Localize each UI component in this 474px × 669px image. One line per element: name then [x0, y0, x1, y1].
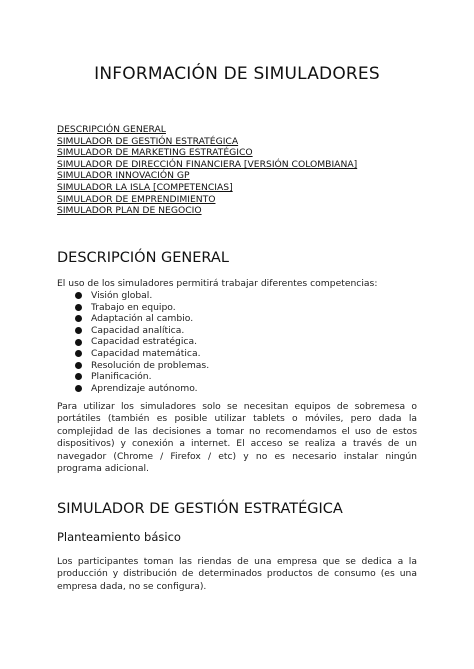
document-title: INFORMACIÓN DE SIMULADORES: [94, 64, 380, 84]
section-heading-descripcion-general: DESCRIPCIÓN GENERAL: [57, 250, 229, 266]
table-of-contents: [57, 124, 357, 217]
requirements-paragraph: Para utilizar los simuladores solo se necesitan equipos de sobremesa o portátiles (también es posible utilizar tablets o móviles, pero dada la complejidad de las decisiones a tomar no recomendamos el uso de estos dispositivos) y conexión a internet. El acceso se realiza a través de un navegador (Chrome / Firefox / etc) y no es necesario instalar ningún programa adicional.: [57, 401, 417, 475]
bullet-icon: [75, 350, 82, 357]
list-item: Adaptación al cambio.: [75, 313, 209, 325]
toc-link-plan-de-negocio[interactable]: SIMULADOR PLAN DE NEGOCIO: [57, 205, 202, 217]
list-item: Capacidad matemática.: [75, 348, 209, 360]
bullet-icon: [75, 327, 82, 334]
toc-link-la-isla[interactable]: SIMULADOR LA ISLA [COMPETENCIAS]: [57, 181, 233, 193]
bullet-icon: [75, 385, 82, 392]
bullet-icon: [75, 315, 82, 322]
planteamiento-paragraph: Los participantes toman las riendas de una empresa que se dedica a la producción y distribución de determinados productos de consumo (es una empresa dada, no se configura).: [57, 556, 417, 592]
list-item: Capacidad analítica.: [75, 325, 209, 337]
toc-link-gestion-estrategica[interactable]: SIMULADOR DE GESTIÓN ESTRATÉGICA: [57, 135, 239, 147]
list-item: Capacidad estratégica.: [75, 336, 209, 348]
bullet-icon: [75, 339, 82, 346]
list-item: Visión global.: [75, 290, 209, 302]
toc-link-emprendimiento[interactable]: SIMULADOR DE EMPRENDIMIENTO: [57, 193, 216, 205]
subheading-planteamiento-basico: Planteamiento básico: [57, 530, 181, 544]
competencias-list: [75, 290, 209, 394]
list-item: Resolución de problemas.: [75, 360, 209, 372]
list-item: Trabajo en equipo.: [75, 302, 209, 314]
bullet-icon: [75, 304, 82, 311]
toc-link-descripcion-general[interactable]: DESCRIPCIÓN GENERAL: [57, 124, 166, 135]
bullet-icon: [75, 292, 82, 299]
list-item: Planificación.: [75, 371, 209, 383]
competencias-intro: El uso de los simuladores permitirá trabajar diferentes competencias:: [57, 278, 378, 289]
bullet-icon: [75, 373, 82, 380]
toc-link-direccion-financiera[interactable]: SIMULADOR DE DIRECCIÓN FINANCIERA [VERSIÓN COLOMBIANA]: [57, 158, 358, 170]
bullet-icon: [75, 362, 82, 369]
list-item: Aprendizaje autónomo.: [75, 383, 209, 395]
toc-link-marketing-estrategico[interactable]: SIMULADOR DE MARKETING ESTRATÉGICO: [57, 147, 253, 159]
section-heading-gestion-estrategica: SIMULADOR DE GESTIÓN ESTRATÉGICA: [57, 501, 343, 517]
toc-link-innovacion-gp[interactable]: SIMULADOR INNOVACIÓN GP: [57, 170, 190, 182]
